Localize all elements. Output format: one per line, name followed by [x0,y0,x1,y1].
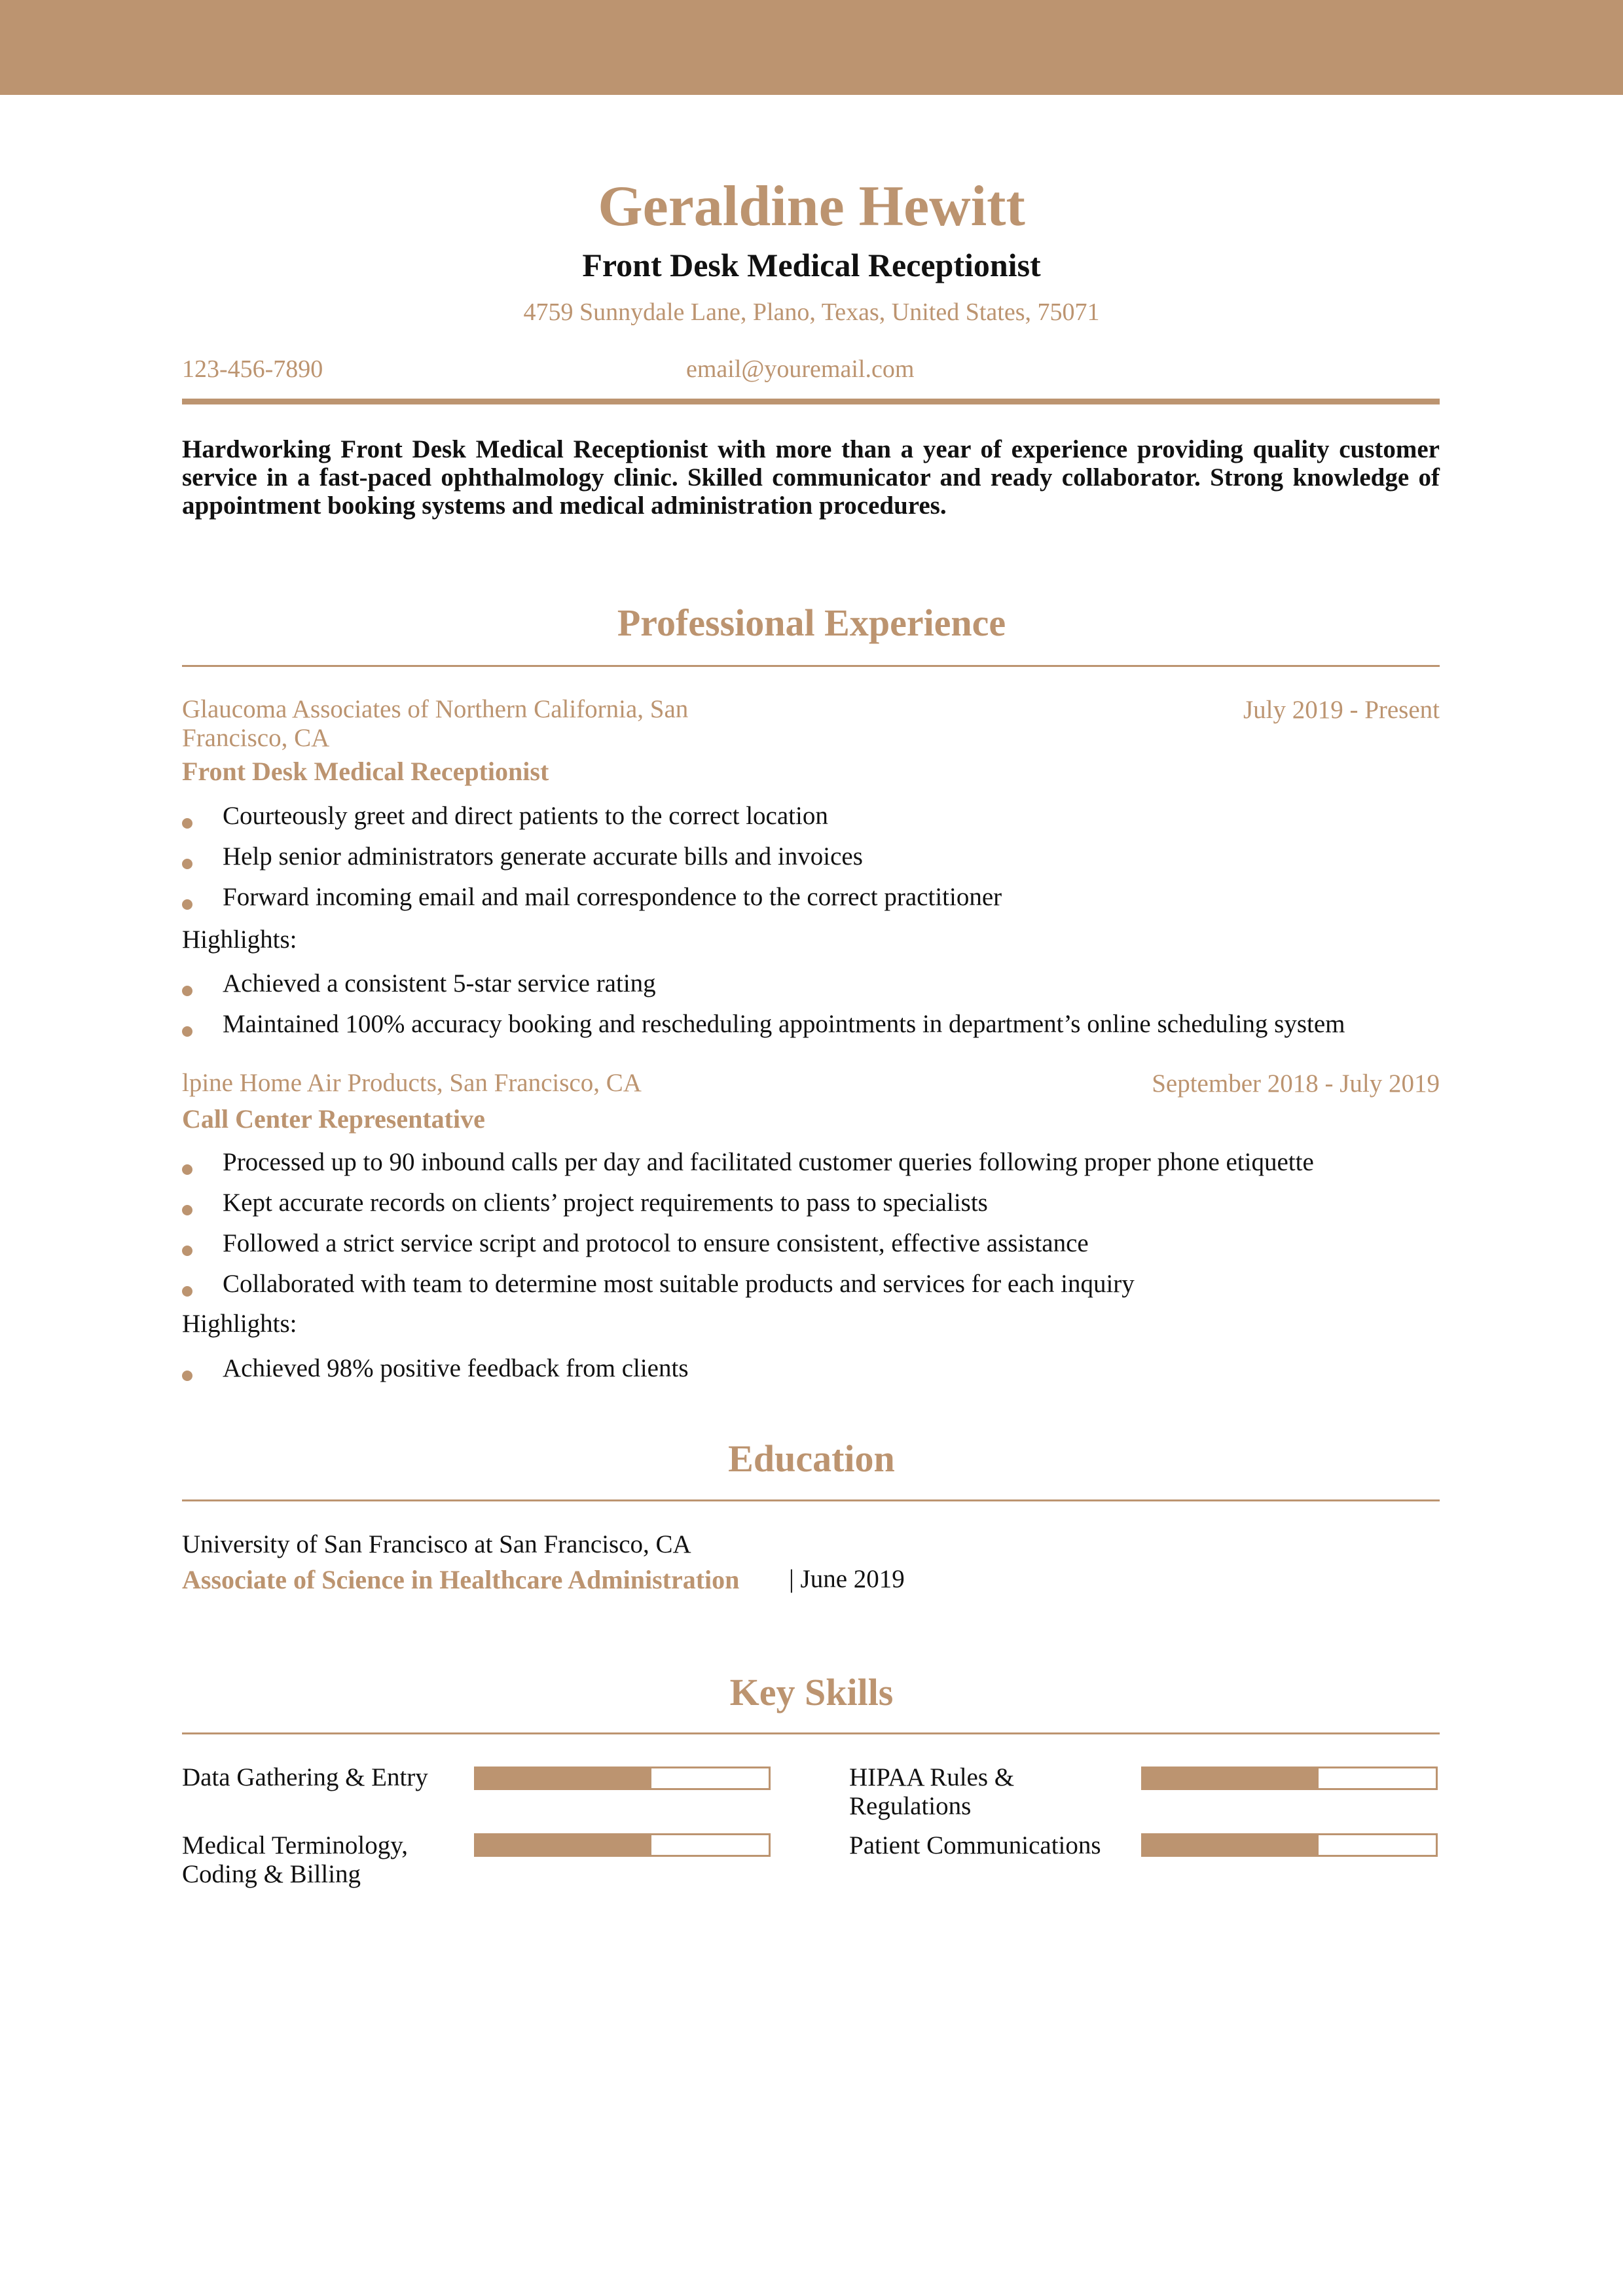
skill-label: Medical Terminology, Coding & Billing [182,1831,408,1888]
highlights-label: Highlights: [182,1310,297,1338]
skill-label: HIPAA Rules & Regulations [849,1763,1015,1820]
skill-level-bar [1141,1767,1438,1790]
skill-level-bar [474,1767,771,1790]
bullet-text: Achieved 98% positive feedback from clients [223,1354,689,1382]
skill-level-fill [1143,1768,1319,1788]
education-date: | June 2019 [789,1565,905,1593]
bullet-dot-icon [182,1026,192,1037]
list-item [182,877,1002,918]
job-dates: September 2018 - July 2019 [1152,1069,1440,1098]
list-item [182,1264,1314,1304]
skill-label: Patient Communications [849,1831,1101,1859]
list-item [182,1223,1314,1264]
list-item [182,1142,1314,1183]
section-divider [182,1732,1440,1734]
job-role: Call Center Representative [182,1104,485,1134]
bullet-dot-icon [182,1164,192,1175]
skill-level-bar [1141,1833,1438,1857]
skill-level-fill [476,1835,651,1855]
section-divider [182,665,1440,667]
candidate-title: Front Desk Medical Receptionist [582,247,1041,283]
bullet-text: Processed up to 90 inbound calls per day and facilitated customer queries following proper phone etiquette [223,1148,1314,1176]
list-item [182,836,1002,877]
list-item [182,1183,1314,1223]
bullet-text: Kept accurate records on clients’ project requirements to pass to specialists [223,1189,988,1217]
top-color-bar [0,0,1623,95]
highlights-list [182,963,1345,1045]
bullet-dot-icon [182,1371,192,1381]
job-bullet-list [182,796,1002,918]
list-item [182,1348,689,1389]
section-title-experience: Professional Experience [617,601,1006,644]
skill-level-fill [476,1768,651,1788]
bullet-text: Forward incoming email and mail correspondence to the correct practitioner [223,883,1002,911]
section-divider [182,1499,1440,1501]
section-title-education: Education [728,1437,895,1480]
skill-label: Data Gathering & Entry [182,1763,428,1791]
email-address: email@youremail.com [686,355,915,383]
bullet-text: Help senior administrators generate accurate bills and invoices [223,842,863,870]
bullet-text: Courteously greet and direct patients to the correct location [223,802,828,830]
bullet-text: Achieved a consistent 5-star service rating [223,969,656,997]
bullet-text: Followed a strict service script and protocol to ensure consistent, effective assistance [223,1229,1089,1257]
bullet-text: Collaborated with team to determine most suitable products and services for each inquiry [223,1270,1135,1298]
candidate-name: Geraldine Hewitt [598,175,1025,238]
bullet-dot-icon [182,859,192,869]
bullet-dot-icon [182,1205,192,1215]
bullet-dot-icon [182,818,192,829]
job-dates: July 2019 - Present [1243,696,1440,724]
bullet-dot-icon [182,899,192,910]
education-degree: Associate of Science in Healthcare Administration [182,1565,740,1594]
job-company: lpine Home Air Products, San Francisco, CA [182,1069,642,1097]
header-divider [182,399,1440,404]
highlights-list [182,1348,689,1389]
section-title-skills: Key Skills [729,1671,894,1713]
job-bullet-list [182,1142,1314,1304]
list-item [182,1004,1345,1045]
job-role: Front Desk Medical Receptionist [182,757,549,786]
highlights-label: Highlights: [182,925,297,954]
education-school: University of San Francisco at San Francisco, CA [182,1530,691,1558]
bullet-dot-icon [182,1246,192,1256]
address: 4759 Sunnydale Lane, Plano, Texas, United States, 75071 [523,298,1100,326]
skill-level-bar [474,1833,771,1857]
bullet-text: Maintained 100% accuracy booking and rescheduling appointments in department’s online scheduling system [223,1010,1345,1038]
list-item [182,963,1345,1004]
list-item [182,796,1002,836]
bullet-dot-icon [182,986,192,996]
bullet-dot-icon [182,1286,192,1297]
skill-level-fill [1143,1835,1319,1855]
profile-summary: Hardworking Front Desk Medical Receptionist with more than a year of experience providing quality customer service in a fast-paced ophthalmology clinic. Skilled communicator and ready collaborator. Strong knowledge of appointment booking systems and medical administration procedures. [182,435,1440,520]
job-company: Glaucoma Associates of Northern California, San Francisco, CA [182,695,689,752]
phone-number: 123-456-7890 [182,355,323,383]
